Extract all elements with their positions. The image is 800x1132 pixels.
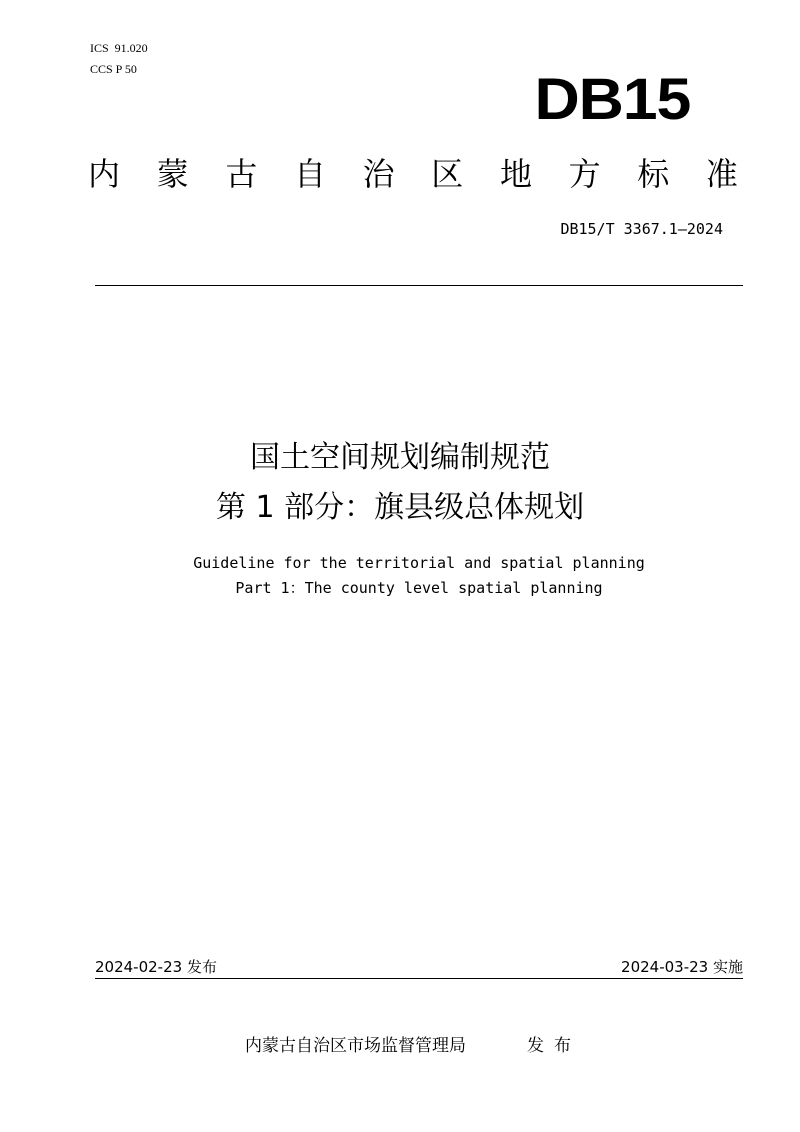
standard-number: DB15/T 3367.1—2024	[560, 220, 723, 238]
header-divider	[95, 285, 743, 286]
ccs-code: CCS P 50	[90, 62, 137, 76]
standard-type-char: 方	[568, 155, 601, 193]
standard-type-char: 蒙	[156, 155, 189, 193]
footer-divider	[95, 978, 743, 979]
implementation-date: 2024-03-23 实施	[621, 958, 743, 976]
english-title-line2: Part 1：The county level spatial planning	[235, 579, 603, 597]
chinese-title-line2: 第 1 部分：旗县级总体规划	[215, 490, 585, 525]
issue-action: 发布	[527, 1036, 581, 1056]
db-logo: DB15	[534, 67, 690, 132]
ics-code: ICS 91.020	[90, 41, 148, 55]
issuing-authority: 内蒙古自治区市场监督管理局	[245, 1036, 466, 1056]
issue-date: 2024-02-23 发布	[95, 958, 217, 976]
english-title-line1: Guideline for the territorial and spatial planning	[193, 554, 645, 572]
classification-codes	[90, 38, 148, 80]
standard-type-title	[88, 152, 738, 196]
standard-type-char: 区	[431, 155, 464, 193]
chinese-title-line1: 国土空间规划编制规范	[250, 440, 550, 475]
standard-type-char: 准	[705, 155, 738, 193]
standard-type-char: 自	[293, 155, 326, 193]
chinese-title	[0, 433, 800, 533]
english-title	[0, 551, 800, 601]
standard-type-char: 标	[637, 155, 670, 193]
standard-type-char: 地	[499, 155, 532, 193]
standard-type-char: 治	[362, 155, 395, 193]
standard-type-char: 内	[88, 155, 121, 193]
standard-type-char: 古	[225, 155, 258, 193]
